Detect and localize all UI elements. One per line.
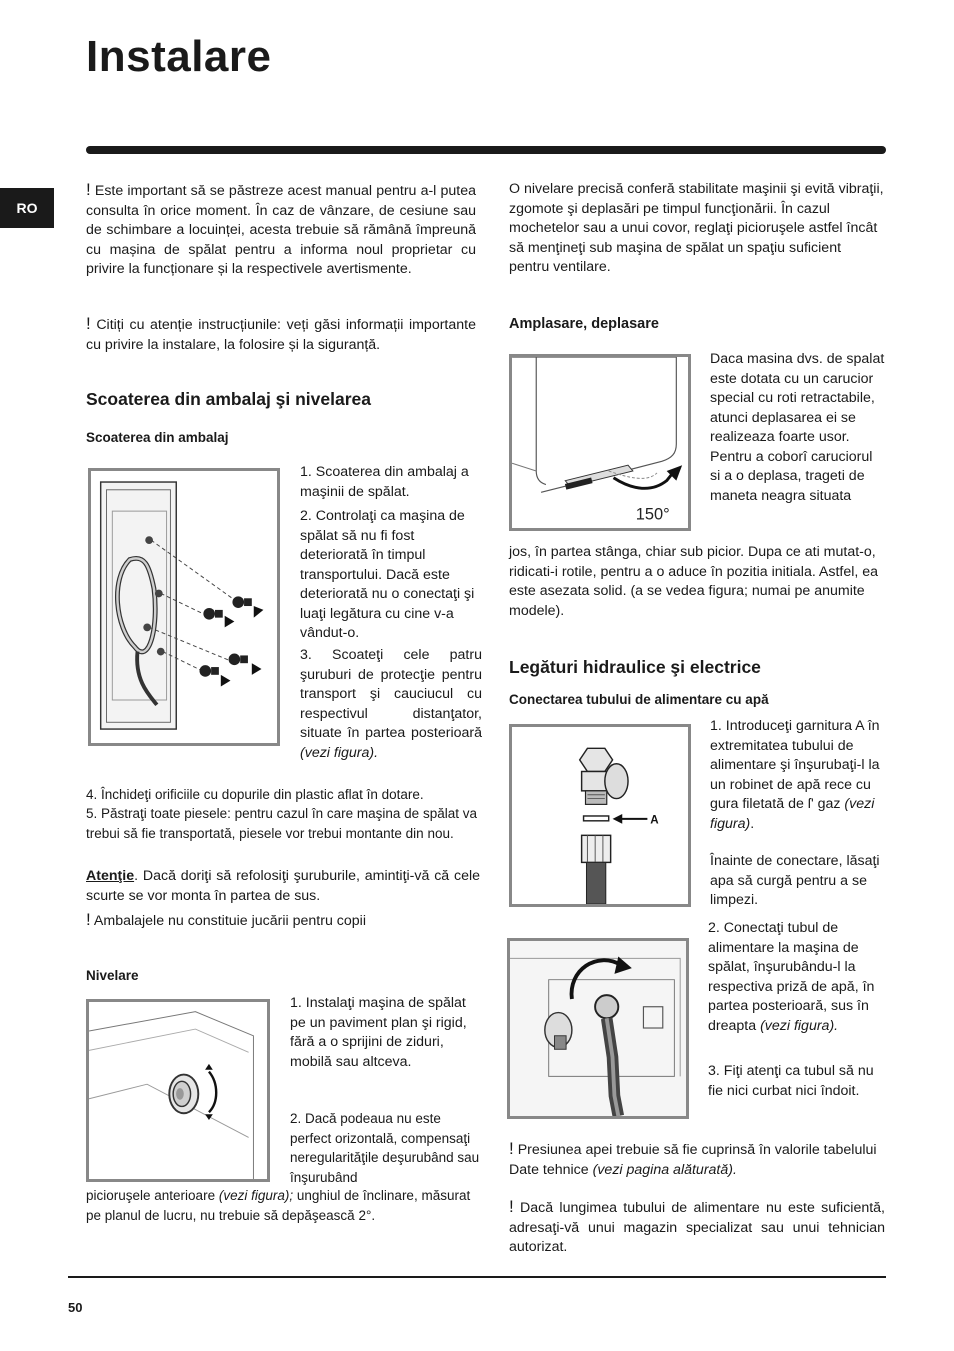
intro-text-1: Este important să se păstreze acest manual pentru a-l putea consulta în orice moment. În caz de vânzare, de cesiune sau de schimbare a locuinței, acesta trebuie să rămână împreună cu mașina de spălat pentru a informa noul proprietar cu privire la funcționare și la respectivele avertismente. [86, 183, 476, 277]
attention-text: . Dacă doriţi să refolosiţi şuruburile, amintiţi-vă că cele scurte se vor monta în partea de sus. [86, 868, 480, 904]
level-step-2-part-a: 2. Dacă podeaua nu este perfect orizontală, compensaţi neregularităţile deşurubând sau înşurubând [290, 1111, 480, 1185]
unpack-step-3-ref: (vezi figura). [300, 744, 379, 761]
unpack-step-5: 5. Păstraţi toate piesele: pentru cazul în care maşina de spălat va trebui să fie transportată, piesele vor trebui montante din nou. [86, 806, 477, 841]
unpack-step-3-text: 3. Scoateţi cele patru şuruburi de protecţie pentru transport şi cauciucul cu respectivul distanţator, situate în partea posterioară [300, 647, 482, 741]
hose-length-warning [509, 1197, 885, 1258]
figure-trolley-lever [509, 354, 691, 531]
level-step-2-part-b [86, 1186, 482, 1225]
connect-step-2-text: 2. Conectaţi tubul de alimentare la maşina de spălat, înşurubându-l la respectiva priză de apă, în partea posterioară, sus în dreapta [708, 920, 875, 1034]
unpack-step-3 [300, 646, 482, 763]
leveling-paragraph: O nivelare precisă conferă stabilitate maşinii şi evită vibraţii, zgomote şi deplasări pe timpul funcţionării. În cazul mochetelor sau a unui covor, reglaţi picioruşele astfel încât să menţineţi sub maşina de spălat un spaţiu suficient pentru ventilare. [509, 181, 884, 275]
connect-step-1-end: . [750, 815, 755, 832]
unpack-step-1: 1. Scoaterea din ambalaj a maşinii de spălat. [300, 464, 469, 500]
page-number: 50 [68, 1300, 83, 1315]
connect-step-1 [710, 717, 886, 834]
tap-gasket-illustration [512, 727, 688, 904]
subheading-leveling: Nivelare [86, 968, 139, 983]
subheading-connect-hose: Conectarea tubului de alimentare cu apă [509, 692, 769, 707]
connect-step-2 [708, 919, 886, 1036]
leveling-foot-illustration [89, 1002, 267, 1179]
intro-paragraph-2 [86, 314, 476, 355]
figure-tap-gasket [509, 724, 691, 907]
placement-side-text: Daca masina dvs. de spalat este dotata cu un carucior special cu roti retractabile, atunci deplasarea ei se realizeaza foarte usor. Pentru a coborî caruciorul si a o deplasa, trageti de maneta neagra situata [710, 351, 885, 504]
pressure-ref: (vezi pagina alăturată). [592, 1161, 737, 1178]
section-heading-hydraulic: Legături hidraulice şi electrice [509, 657, 761, 677]
toys-warning-text: Ambalajele nu constituie jucării pentru copii [93, 913, 366, 929]
page-title: Instalare [86, 32, 272, 81]
toys-warning [86, 910, 482, 932]
attention-label: Atenţie [86, 868, 135, 884]
level-step-2-rest: unghiul de înclinare, măsurat pe planul de lucru, nu trebuie să depăşească 2°. [86, 1188, 471, 1223]
subheading-placement: Amplasare, deplasare [509, 316, 659, 332]
intro-text-2: Citiți cu atenție instrucțiunile: veți găsi informații importante cu privire la instalare, la folosire și la siguranță. [86, 317, 476, 353]
connect-step-3: 3. Fiţi atenţi ca tubul să nu fie nici curbat nici îndoit. [708, 1063, 874, 1099]
gasket-label-a: A [650, 813, 659, 827]
unpack-step-2: 2. Controlaţi ca maşina de spălat să nu fi fost deteriorată în timpul transportului. Dacă este deteriorată nu o conectaţi şi luaţi legătura cu cine v-a vândut-o. [300, 508, 475, 641]
hose-connection-illustration [510, 941, 686, 1116]
title-rule [86, 146, 886, 154]
angle-label: 150° [635, 505, 670, 524]
connect-step-1-note: Înainte de conectare, lăsaţi apa să curgă pentru a se limpezi. [710, 853, 880, 908]
connect-step-1-text: 1. Introduceţi garnitura A în extremitatea tubului de alimentare şi înşurubaţi-l la un robinet de apă rece cu gura filetată de ſ' gaz [710, 718, 880, 812]
level-step-2-text: picioruşele anterioare [86, 1188, 219, 1203]
unpack-step-4: 4. Închideţi orificiile cu dopurile din plastic aflat în dotare. [86, 787, 424, 802]
connect-step-1-ref: (vezi figura) [710, 796, 875, 832]
trolley-lever-illustration [512, 357, 688, 528]
subheading-unpack: Scoaterea din ambalaj [86, 430, 229, 445]
intro-paragraph-1 [86, 180, 476, 280]
warning-mark: ! [86, 180, 91, 199]
footer-rule [68, 1276, 886, 1278]
hose-length-text: Dacă lungimea tubului de alimentare nu este suficientă, adresaţi-vă unui magazin specializat sau unui tehnician autorizat. [509, 1200, 886, 1255]
warning-mark: ! [86, 314, 91, 333]
warning-mark: ! [86, 910, 91, 929]
figure-leveling-foot [86, 999, 270, 1182]
section-heading-unpack-level: Scoaterea din ambalaj şi nivelarea [86, 389, 372, 409]
level-step-2-ref: (vezi figura); [218, 1188, 294, 1203]
warning-mark: ! [509, 1139, 514, 1158]
figure-hose-connection [507, 938, 689, 1119]
language-tab: RO [0, 188, 54, 228]
connect-step-2-ref: (vezi figura). [760, 1017, 839, 1034]
placement-full-text: jos, în partea stânga, chiar sub picior. Dupa ce ati mutat-o, ridicati-i rotile, pentru a o aduce în pozitia initiala. Astfel, ea este asezata solid. (a se vedea figura; numai pe anumite modele). [509, 544, 879, 619]
washer-back-illustration [91, 471, 277, 743]
figure-transport-screws [88, 468, 280, 746]
pressure-text: Presiunea apei trebuie să fie cuprinsă în valorile tabelului Date tehnice [509, 1142, 877, 1178]
level-step-1: 1. Instalaţi maşina de spălat pe un paviment plan şi rigid, fără a o sprijini de ziduri, mobilă sau altceva. [290, 995, 467, 1070]
pressure-warning [509, 1139, 885, 1180]
warning-mark: ! [509, 1197, 514, 1216]
attention-note [86, 867, 480, 906]
